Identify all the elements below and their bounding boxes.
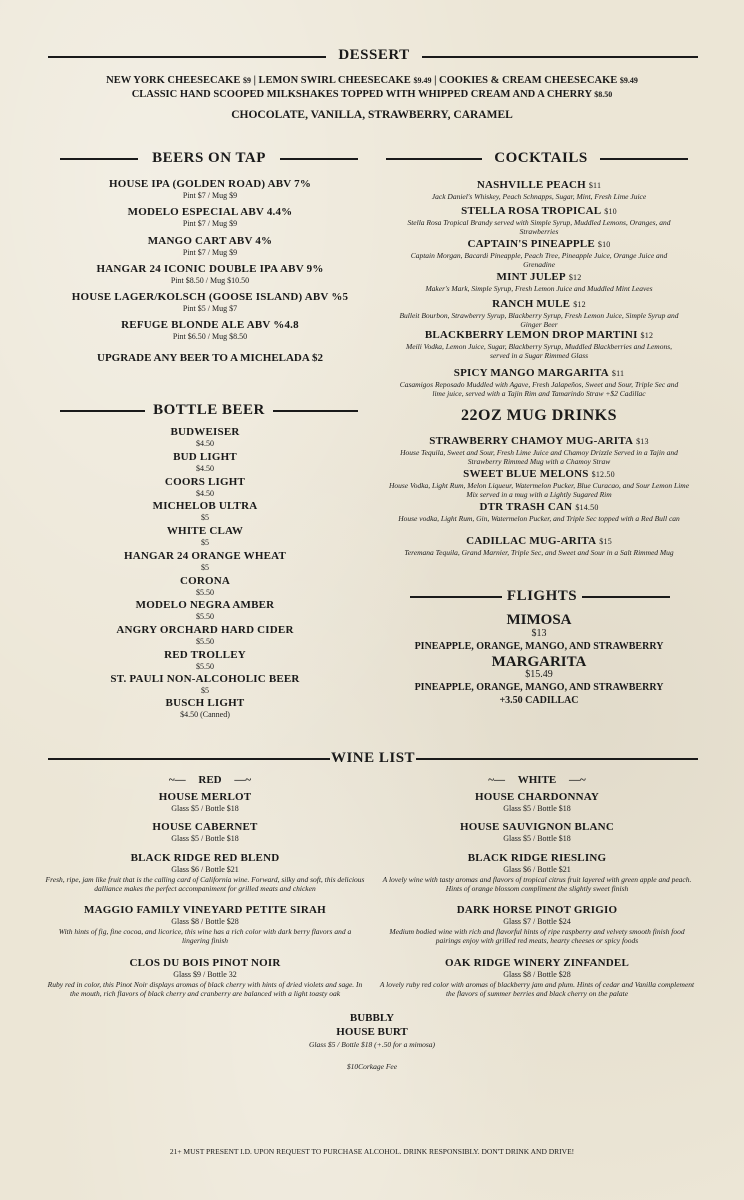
flourish-icon: ~— — [488, 774, 505, 786]
bottle-beer-price: $5 — [201, 513, 209, 522]
cocktail — [386, 367, 692, 398]
section-title-wine-list: WINE LIST — [330, 750, 416, 766]
mug-drink-price: $13 — [636, 437, 649, 446]
white-title: WHITE — [517, 774, 557, 786]
tap-beer — [40, 291, 380, 314]
mug-drink-title: CADILLAC MUG-ARITA — [466, 535, 597, 547]
red-wine-price: Glass $5 / Bottle $18 — [171, 804, 239, 813]
mug-drink — [380, 435, 698, 466]
flight-margarita-flavors: PINEAPPLE, ORANGE, MANGO, AND STRAWBERRY — [414, 682, 664, 693]
bottle-beer-price: $5 — [201, 686, 209, 695]
flight-cadillac: +3.50 CADILLAC — [499, 695, 579, 706]
mug-drink-price: $14.50 — [575, 503, 599, 512]
cocktail-description: Captain Morgan, Bacardi Pineapple, Peach Tree, Pineapple Juice, Orange Juice and Grenadine — [410, 251, 668, 269]
mug-drink-price: $15 — [599, 537, 612, 546]
dessert-price: $8.50 — [594, 90, 613, 99]
tap-beer-price: Pint $8.50 / Mug $10.50 — [170, 276, 250, 285]
cocktail — [386, 298, 692, 329]
section-title-cocktails: COCKTAILS — [494, 150, 588, 166]
red-wine — [40, 904, 370, 945]
divider-rule — [410, 596, 502, 598]
tap-beer-price: Pint $7 / Mug $9 — [182, 248, 238, 257]
flight-mimosa-price: $13 — [531, 628, 547, 639]
bottle-beer-price: $5 — [201, 538, 209, 547]
cocktail-title: NASHVILLE PEACH — [476, 179, 586, 191]
michelada-upgrade: UPGRADE ANY BEER TO A MICHELADA $2 — [97, 352, 323, 364]
flourish-icon: ~— — [168, 774, 186, 786]
tap-beer — [40, 206, 380, 229]
flight-mimosa-flavors: PINEAPPLE, ORANGE, MANGO, AND STRAWBERRY — [414, 641, 664, 652]
bottle-beer — [40, 599, 370, 622]
dessert-item: NEW YORK CHEESECAKE — [106, 75, 241, 86]
cocktail-name — [386, 329, 692, 342]
separator: | — [253, 75, 259, 86]
bottle-beer — [40, 525, 370, 548]
red-wine-price: Glass $9 / Bottle 32 — [173, 970, 237, 979]
section-title-mug-drinks: 22OZ MUG DRINKS — [461, 407, 617, 424]
cocktail — [386, 329, 692, 360]
red-wine — [40, 852, 370, 893]
white-wine — [374, 957, 700, 998]
cocktail-name — [386, 238, 692, 251]
red-wine — [40, 791, 370, 814]
bottle-beer-price: $5.50 — [196, 637, 214, 646]
bottle-beer-name: BUD LIGHT — [173, 451, 237, 463]
cocktail-price: $10 — [604, 207, 617, 216]
divider-rule — [422, 56, 698, 58]
bottle-beer-name: MODELO NEGRA AMBER — [135, 599, 275, 611]
red-wine-name: HOUSE MERLOT — [158, 791, 252, 803]
bottle-beer-price: $5.50 — [196, 588, 214, 597]
dessert-flavors: CHOCOLATE, VANILLA, STRAWBERRY, CARAMEL — [231, 109, 513, 121]
cocktail-name — [386, 205, 692, 218]
cocktail-title: BLACKBERRY LEMON DROP MARTINI — [424, 329, 638, 341]
cocktail-description: Casamigos Reposado Muddled with Agave, Fresh Jalapeños, Sweet and Sour, Triple Sec and lime juice, served with a Tajin Rim and Tamarindo Straw +$2 Cadillac — [399, 380, 679, 398]
cocktail-price: $11 — [588, 181, 602, 190]
bottle-beer-price: $4.50 — [196, 489, 214, 498]
bubbly-title: BUBBLY — [349, 1012, 395, 1024]
bottle-beer-price: $4.50 — [196, 439, 214, 448]
cocktail-price: $12 — [573, 300, 586, 309]
flight-mimosa: MIMOSA — [506, 612, 572, 628]
cocktail-title: STELLA ROSA TROPICAL — [461, 205, 602, 217]
bottle-beer-price: $5.50 — [196, 662, 214, 671]
divider-rule — [416, 758, 698, 760]
white-wine-price: Glass $7 / Bottle $24 — [503, 917, 571, 926]
white-wine-name: DARK HORSE PINOT GRIGIO — [456, 904, 618, 916]
cocktail — [386, 271, 692, 293]
bottle-beer-price: $4.50 — [196, 464, 214, 473]
white-wine-price: Glass $5 / Bottle $18 — [503, 834, 571, 843]
white-subheading — [447, 774, 627, 786]
corkage-fee: $10Corkage Fee — [346, 1062, 398, 1071]
mug-drink-price: $12.50 — [591, 470, 615, 479]
bottle-beer-price: $5.50 — [196, 612, 214, 621]
mug-drink-name — [380, 435, 698, 448]
white-wine-name: OAK RIDGE WINERY ZINFANDEL — [445, 957, 629, 969]
divider-rule — [280, 158, 358, 160]
white-wine-description: A lovely ruby red color with aromas of blackberry jam and plum. Hints of cedar and Vanilla complement the flavors of summer berries and black cherry on the palate — [379, 980, 695, 998]
bottle-beer-name: ANGRY ORCHARD HARD CIDER — [116, 624, 294, 636]
cocktail-description: Jack Daniel's Whiskey, Peach Schnapps, Sugar, Mint, Fresh Lime Juice — [431, 192, 647, 201]
mug-drink-description: House Tequila, Sweet and Sour, Fresh Lime Juice and Chamoy Drizzle Served in a Tajin and Strawberry Rimmed Mug with a Chamoy Straw — [400, 448, 678, 466]
mug-drink-name — [380, 535, 698, 548]
red-wine-description: Fresh, ripe, jam like fruit that is the calling card of California wine. Forward, silky and soft, this delicious dalliance makes the perfect accompaniment for grilled meats and chicken — [45, 875, 365, 893]
white-wine-name: BLACK RIDGE RIESLING — [467, 852, 607, 864]
bottle-beer — [40, 624, 370, 647]
bottle-beer-name: BUDWEISER — [170, 426, 240, 438]
bottle-beer-name: WHITE CLAW — [166, 525, 244, 537]
bottle-beer — [40, 451, 370, 474]
bottle-beer-price: $4.50 (Canned) — [180, 710, 230, 719]
cocktail-title: MINT JULEP — [496, 271, 566, 283]
white-wine-price: Glass $8 / Bottle $28 — [503, 970, 571, 979]
tap-beer — [40, 319, 380, 342]
divider-rule — [60, 410, 145, 412]
white-wine-price: Glass $6 / Bottle $21 — [503, 865, 571, 874]
divider-rule — [582, 596, 670, 598]
red-wine — [40, 957, 370, 998]
tap-beer-name: HANGAR 24 ICONIC DOUBLE IPA ABV 9% — [96, 263, 324, 275]
white-wine-description: Medium bodied wine with rich and flavorful hints of ripe raspberry and velvety smooth finish food pairings enjoy with grilled red meats, hearty cheeses or spicy foods — [389, 927, 685, 945]
bottle-beer-name: MICHELOB ULTRA — [152, 500, 258, 512]
bottle-beer-name: COORS LIGHT — [164, 476, 246, 488]
mug-drink-description: Teremana Tequila, Grand Marnier, Triple Sec, and Sweet and Sour in a Salt Rimmed Mug — [404, 548, 674, 557]
bottle-beer — [40, 550, 370, 573]
cocktail-price: $12 — [568, 273, 582, 282]
red-wine-price: Glass $8 / Bottle $28 — [171, 917, 239, 926]
white-wine-description: A lovely wine with tasty aromas and flavors of tropical citrus fruit layered with green apple and peach. Hints of orange blossom compliment the slightly sweet finish — [382, 875, 692, 893]
red-wine-name: HOUSE CABERNET — [152, 821, 258, 833]
bottle-beer — [40, 649, 370, 672]
white-wine — [374, 904, 700, 945]
flight-margarita-price: $15.49 — [525, 669, 553, 680]
dessert-price: $9 — [242, 76, 251, 85]
bubbly-price: Glass $5 / Bottle $18 (+.50 for a mimosa) — [308, 1040, 436, 1049]
divider-rule — [48, 56, 326, 58]
cocktail-title: SPICY MANGO MARGARITA — [453, 367, 609, 379]
mug-drink-name — [380, 501, 698, 514]
cocktail-description: Bulleit Bourbon, Strawberry Syrup, Blackberry Syrup, Fresh Lemon Juice, Simple Syrup and Ginger Beer — [399, 311, 679, 329]
mug-drink-title: DTR TRASH CAN — [479, 501, 573, 513]
tap-beer-name: HOUSE LAGER/KOLSCH (GOOSE ISLAND) ABV %5 — [71, 291, 349, 303]
red-wine-name: CLOS DU BOIS PINOT NOIR — [129, 957, 281, 969]
tap-beer — [40, 178, 380, 201]
divider-rule — [48, 758, 330, 760]
bottle-beer-name: HANGAR 24 ORANGE WHEAT — [124, 550, 286, 562]
red-wine-description: With hints of fig, fine cocoa, and licorice, this wine has a rich color with dark berry flavors and a lingering finish — [58, 927, 352, 945]
cocktail — [386, 238, 692, 269]
bottle-beer — [40, 476, 370, 499]
dessert-price: $9.49 — [619, 76, 638, 85]
mug-drink — [380, 501, 698, 523]
dessert-milkshake-line — [0, 89, 744, 100]
cocktail-description: Meili Vodka, Lemon Juice, Sugar, Blackberry Syrup, Muddled Blackberries and Lemons, served in a Sugar Rimmed Glass — [406, 342, 672, 360]
red-wine-description: Ruby red in color, this Pinot Noir displays aromas of black cherry with hints of dried violets and sage. In the mouth, rich flavors of black cherry and cranberry are balanced with a light toasty oak — [47, 980, 363, 998]
divider-rule — [600, 158, 688, 160]
section-title-dessert: DESSERT — [338, 47, 410, 63]
section-title-beers-on-tap: BEERS ON TAP — [152, 150, 266, 166]
red-title: RED — [198, 774, 222, 786]
tap-beer-name: MODELO ESPECIAL ABV 4.4% — [127, 206, 293, 218]
flourish-icon: —~ — [569, 774, 586, 786]
red-wine-price: Glass $6 / Bottle $21 — [171, 865, 239, 874]
white-wine — [374, 791, 700, 814]
divider-rule — [273, 410, 358, 412]
cocktail-name — [386, 367, 692, 380]
cocktail-name — [386, 298, 692, 311]
section-title-bottle-beer: BOTTLE BEER — [153, 402, 265, 418]
dessert-item: CLASSIC HAND SCOOPED MILKSHAKES TOPPED WITH WHIPPED CREAM AND A CHERRY — [131, 89, 592, 100]
white-wine-name: HOUSE CHARDONNAY — [474, 791, 600, 803]
cocktail-price: $12 — [640, 331, 654, 340]
bottle-beer — [40, 500, 370, 523]
red-subheading — [120, 774, 300, 786]
cocktail-name — [386, 271, 692, 284]
red-wine — [40, 821, 370, 844]
tap-beer-name: HOUSE IPA (GOLDEN ROAD) ABV 7% — [108, 178, 312, 190]
dessert-price: $9.49 — [413, 76, 432, 85]
bottle-beer — [40, 697, 370, 720]
bottle-beer — [40, 673, 370, 696]
red-wine-name: BLACK RIDGE RED BLEND — [130, 852, 280, 864]
separator: | — [434, 75, 439, 86]
dessert-item: LEMON SWIRL CHEESECAKE — [258, 75, 411, 86]
white-wine — [374, 852, 700, 893]
tap-beer-price: Pint $5 / Mug $7 — [182, 304, 238, 313]
mug-drink — [380, 535, 698, 557]
bottle-beer — [40, 575, 370, 598]
mug-drink-description: House Vodka, Light Rum, Melon Liqueur, Watermelon Pucker, Blue Curacao, and Sour Lemon Lime Mix served in a mug with a Lightly Sugared Rim — [388, 481, 690, 499]
tap-beer-price: Pint $6.50 / Mug $8.50 — [172, 332, 248, 341]
cocktail-name — [386, 179, 692, 192]
white-wine-price: Glass $5 / Bottle $18 — [503, 804, 571, 813]
tap-beer-price: Pint $7 / Mug $9 — [182, 191, 238, 200]
cocktail-description: Maker's Mark, Simple Syrup, Fresh Lemon Juice and Muddled Mint Leaves — [425, 284, 653, 293]
bottle-beer-name: CORONA — [179, 575, 231, 587]
cocktail — [386, 179, 692, 201]
bottle-beer-name: BUSCH LIGHT — [165, 697, 245, 709]
tap-beer — [40, 235, 380, 258]
dessert-item: COOKIES & CREAM CHEESECAKE — [439, 75, 618, 86]
bubbly-name: HOUSE BURT — [336, 1026, 408, 1038]
divider-rule — [386, 158, 482, 160]
bottle-beer — [40, 426, 370, 449]
mug-drink-title: SWEET BLUE MELONS — [463, 468, 589, 480]
flourish-icon: —~ — [234, 774, 252, 786]
mug-drink — [380, 468, 698, 499]
mug-drink-description: House vodka, Light Rum, Gin, Watermelon Pucker, and Triple Sec topped with a Red Bull can — [398, 514, 680, 523]
white-wine — [374, 821, 700, 844]
bottle-beer-name: RED TROLLEY — [164, 649, 246, 661]
mug-drink-title: STRAWBERRY CHAMOY MUG-ARITA — [429, 435, 634, 447]
footer-disclaimer: 21+ MUST PRESENT I.D. UPON REQUEST TO PURCHASE ALCOHOL. DRINK RESPONSIBLY. DON'T DRINK AND DRIVE! — [169, 1147, 575, 1156]
divider-rule — [60, 158, 138, 160]
tap-beer-name: REFUGE BLONDE ALE ABV %4.8 — [121, 319, 299, 331]
tap-beer — [40, 263, 380, 286]
flight-margarita: MARGARITA — [491, 654, 587, 670]
cocktail-title: CAPTAIN'S PINEAPPLE — [467, 238, 595, 250]
bottle-beer-price: $5 — [201, 563, 209, 572]
red-wine-price: Glass $5 / Bottle $18 — [171, 834, 239, 843]
cocktail-price: $11 — [611, 369, 625, 378]
red-wine-name: MAGGIO FAMILY VINEYARD PETITE SIRAH — [84, 904, 326, 916]
cocktail — [386, 205, 692, 236]
cocktail-title: RANCH MULE — [492, 298, 571, 310]
section-title-flights: FLIGHTS — [506, 588, 578, 604]
tap-beer-name: MANGO CART ABV 4% — [147, 235, 273, 247]
dessert-cheesecake-line — [0, 75, 744, 86]
mug-drink-name — [380, 468, 698, 481]
cocktail-description: Stella Rosa Tropical Brandy served with Simple Syrup, Muddled Lemons, Oranges, and Strawberries — [407, 218, 671, 236]
white-wine-name: HOUSE SAUVIGNON BLANC — [460, 821, 614, 833]
tap-beer-price: Pint $7 / Mug $9 — [182, 219, 238, 228]
bottle-beer-name: ST. PAULI NON-ALCOHOLIC BEER — [110, 673, 300, 685]
cocktail-price: $10 — [597, 240, 611, 249]
